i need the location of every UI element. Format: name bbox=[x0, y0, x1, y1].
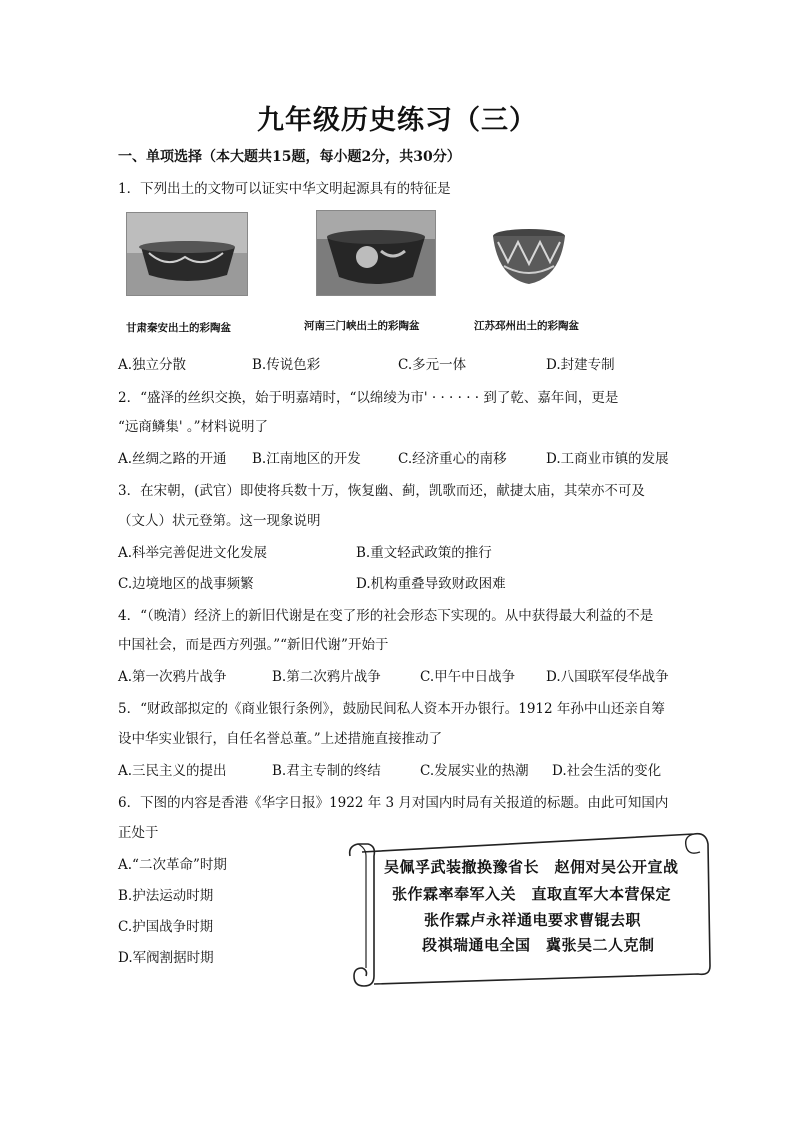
q5-stem-line1: 5．“财政部拟定的《商业银行条例》，鼓励民间私人资本开办银行。1912 年孙中山还亲自筹 bbox=[118, 701, 665, 717]
q5-stem-line2: 设中华实业银行，自任名誉总董。”上述措施直接推动了 bbox=[118, 731, 443, 747]
q6-option-a: A.“二次革命”时期 bbox=[118, 857, 227, 873]
q3-option-c: C.边境地区的战事频繁 bbox=[118, 576, 254, 592]
q3-option-b: B.重文轻武政策的推行 bbox=[356, 545, 492, 561]
q6-stem-line1: 6．下图的内容是香港《华字日报》1922 年 3 月对国内时局有关报道的标题。由此可知国内 bbox=[118, 795, 669, 811]
headline-4: 段祺瑞通电全国 冀张吴二人克制 bbox=[422, 936, 655, 954]
q1-option-b: B.传说色彩 bbox=[252, 357, 321, 373]
q4-stem-line1: 4．“（晚清）经济上的新旧代谢是在变了形的社会形态下实现的。从中获得最大利益的不是 bbox=[118, 608, 654, 624]
section-heading: 一、单项选择（本大题共15题，每小题2分，共30分） bbox=[118, 149, 461, 165]
headline-2: 张作霖率奉军入关 直取直军大本营保定 bbox=[392, 885, 672, 903]
q2-stem-line2: “远商鳞集' 。”材料说明了 bbox=[118, 419, 269, 435]
q5-option-a: A.三民主义的提出 bbox=[118, 763, 227, 779]
q3-stem-line2: （文人）状元登第。这一现象说明 bbox=[118, 513, 321, 529]
q4-option-c: C.甲午中日战争 bbox=[420, 669, 516, 685]
q4-stem-line2: 中国社会，而是西方列强。”“新旧代谢”开始于 bbox=[118, 637, 389, 653]
q6-option-c: C.护国战争时期 bbox=[118, 919, 214, 935]
q4-option-d: D.八国联军侵华战争 bbox=[546, 669, 669, 685]
q1-option-a: A.独立分散 bbox=[118, 357, 187, 373]
pottery-caption-2: 河南三门峡出土的彩陶盆 bbox=[304, 320, 420, 332]
q6-option-b: B.护法运动时期 bbox=[118, 888, 214, 904]
pottery-photo-3 bbox=[488, 222, 570, 292]
pottery-caption-1: 甘肃秦安出土的彩陶盆 bbox=[126, 322, 231, 334]
pottery-caption-3: 江苏邳州出土的彩陶盆 bbox=[474, 320, 579, 332]
q2-option-c: C.经济重心的南移 bbox=[398, 451, 507, 467]
q3-option-d: D.机构重叠导致财政困难 bbox=[356, 576, 506, 592]
q2-option-b: B.江南地区的开发 bbox=[252, 451, 361, 467]
page-title: 九年级历史练习（三） bbox=[257, 105, 537, 136]
q4-option-a: A.第一次鸦片战争 bbox=[118, 669, 227, 685]
q1-option-d: D.封建专制 bbox=[546, 357, 615, 373]
q2-option-a: A.丝绸之路的开通 bbox=[118, 451, 227, 467]
pottery-photo-1 bbox=[126, 212, 248, 296]
newspaper-headline-scroll bbox=[344, 826, 716, 988]
q2-stem-line1: 2．“盛泽的丝织交换，始于明嘉靖时，“以绵绫为市' · · · · · · 到了乾、嘉年间，更是 bbox=[118, 390, 619, 406]
q5-option-b: B.君主专制的终结 bbox=[272, 763, 381, 779]
pottery-photo-2 bbox=[316, 210, 436, 296]
q6-stem-line2: 正处于 bbox=[118, 825, 159, 841]
q6-option-d: D.军阀割据时期 bbox=[118, 950, 214, 966]
headline-3: 张作霖卢永祥通电要求曹锟去职 bbox=[424, 911, 642, 929]
q3-stem-line1: 3．在宋朝，(武官）即使将兵数十万，恢复幽、蓟，凯歌而还，献捷太庙，其荣亦不可及 bbox=[118, 483, 645, 499]
q5-option-c: C.发展实业的热潮 bbox=[420, 763, 529, 779]
q1-option-c: C.多元一体 bbox=[398, 357, 467, 373]
q3-option-a: A.科举完善促进文化发展 bbox=[118, 545, 268, 561]
q1-stem: 1．下列出土的文物可以证实中华文明起源具有的特征是 bbox=[118, 181, 451, 197]
q4-option-b: B.第二次鸦片战争 bbox=[272, 669, 381, 685]
headline-1: 吴佩孚武装撤换豫省长 赵佣对吴公开宣战 bbox=[384, 858, 679, 876]
q5-option-d: D.社会生活的变化 bbox=[552, 763, 662, 779]
q2-option-d: D.工商业市镇的发展 bbox=[546, 451, 669, 467]
